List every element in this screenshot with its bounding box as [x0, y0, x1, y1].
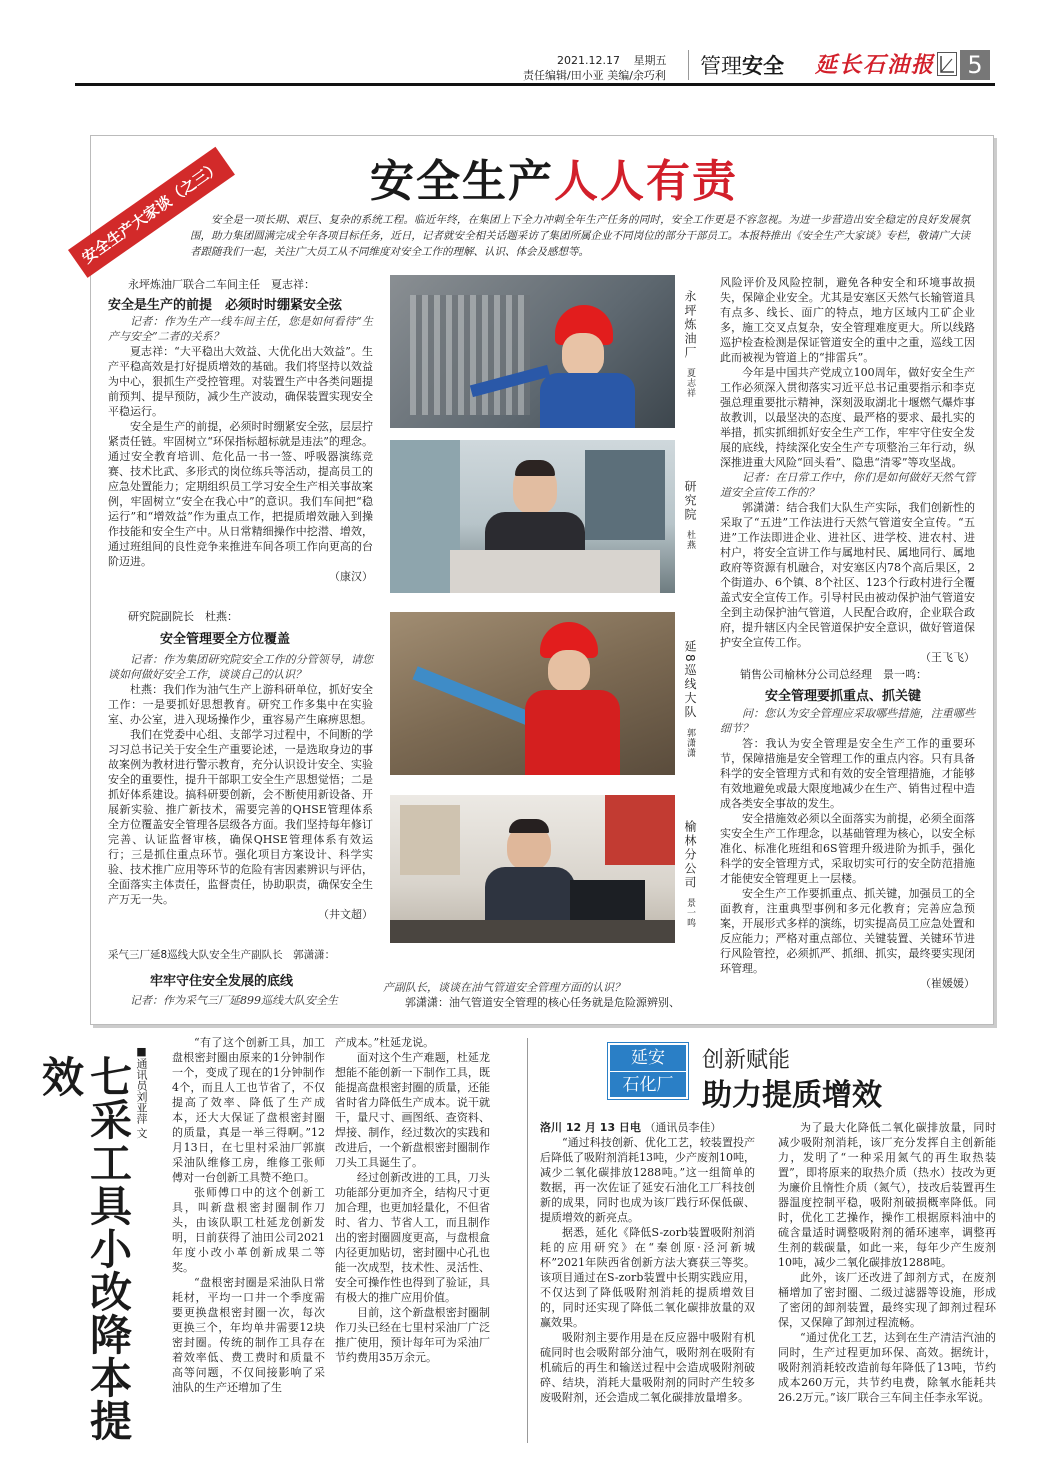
page-corner-mark	[937, 52, 957, 76]
page-number: 5	[960, 50, 990, 80]
issue-date: 2021.12.17	[557, 54, 620, 67]
feature-intro: 安全是一项长期、艰巨、复杂的系统工程。临近年终，在集团上下全力冲刺全年生产任务的同时，安全工作更是不容忽视。为进一步营造出安全稳定的良好发展氛围，助力集团圆满完成全年各项目标任务，近日，记者就安全相关话题采访了集团所属企业不同岗位的部分干部员工。本报特推出《安全生产大家谈》专栏，敬请广大读者跟随我们一起，关注广大员工从不同维度对安全工作的理解、认识、体会及感想等。	[190, 214, 970, 258]
yanan-badge	[608, 1043, 688, 1099]
s1-body: 记者：作为生产一线车间主任，您是如何看待“生产与安全”二者的关系？ 夏志祥：“大平稳出大效益、大优化出大效益”。生产平稳高效是打好提质增效的基础。我们将坚持以效益为中心，狠抓生产受控管理。对装置生产中各类问题提前预判、提早预防，减少生产波动，确保装置实现安全平稳运行。 安全是生产的前提，必须时时绷紧安全弦，层层拧紧责任链。牢固树立“环保指标超标就是违法”的理念。通过安全教育培训、危化品一书一签、呼吸器演练竞赛、技术比武、多形式的岗位练兵等活动，提高员工的应急处置能力；定期组织员工学习安全生产相关事故案例，牢固树立“安全在我心中”的意识。我们车间把“稳运行”和“增效益”作为重点工作，把提质增效融入到操作技能和安全生产中。从日常精细操作中挖潜、增效，通过班组间的良性竞争来推进车间各项工作向更高的台阶迈进。 （康汉）	[108, 315, 373, 583]
article-right-kicker: 创新赋能	[702, 1048, 791, 1073]
s2-byline: 研究院副院长 杜燕：	[128, 610, 238, 623]
header-rule	[75, 83, 995, 86]
s3-byline: 采气三厂延8巡线大队安全生产副队长 郭潇潇：	[108, 949, 336, 961]
article-left-col1: “有了这个创新工具，加工盘根密封圈由原来的1分钟制作一个，变成了现在的1分钟制作4个，而且人工也节省了，不仅提高了效率、降低了生产成本，还大大保证了盘根密封圈的质量，真是一举三得啊。”12月13日，在七里村采油厂郭旗采油队维修工房，维修工张师傅对一台创新工具赞不绝口。 张师傅口中的这个创新工具，叫新盘根密封圈制作刀头，由该队职工杜延龙创新发明，日前获得了油田公司2021年度小改小革创新成果二等奖。 “盘根密封圈是采油队日常耗材，平均一口井一个季度需要更换盘根密封圈一次，每次更换三个，年均单井需要12块密封圈。传统的制作工具存在着效率低、费工费时和质量不高等问题，不仅间接影响了采油队的生产还增加了生	[172, 1036, 325, 1394]
section-label: 管理安全	[700, 54, 784, 78]
s1-headline: 安全是生产的前提 必须时时绷紧安全弦	[108, 298, 343, 313]
badge-bottom: 石化厂	[622, 1075, 674, 1095]
article-right-title: 助力提质增效	[702, 1078, 882, 1113]
ribbon-text: 安全生产大家谈（之三）	[78, 157, 225, 268]
paper-name: 延长石油报	[815, 53, 936, 78]
photo-guo-xiaoxiao	[390, 612, 675, 775]
s3-question-part1: 记者：作为采气三厂延899巡线大队安全生	[130, 994, 338, 1007]
header-editors: 责任编辑/田小亚 美编/余巧利	[523, 69, 666, 82]
dateline: 洛川 12 月 13 日电	[540, 1121, 641, 1134]
header-divider-small	[688, 50, 689, 80]
article-left-byline: ■通讯员刘亚萍 文	[135, 1045, 148, 1139]
s4-headline: 安全管理要抓重点、抓关键	[765, 689, 922, 704]
issue-weekday: 星期五	[633, 54, 667, 67]
article-right-col2: 为了最大化降低二氧化碳排放量，同时减少吸附剂消耗，该厂充分发挥自主创新能力，发明了“一种采用氮气的再生取热装置”，即将原来的取热介质（热水）技改为更为廉价且惰性介质（氮气），技改后装置再生器温度控制平稳，吸附剂破损概率降低。同时，优化工艺操作，操作工根据原料油中的硫含量适时调整吸附剂的循环速率，调整再生剂的载碳量，如此一来，每年少产生废剂10吨，减少二氧化碳排放1288吨。 此外，该厂还改进了卸剂方式，在废剂桶增加了密封圈、二级过滤器等设施，形成了密闭的卸剂装置，最终实现了卸剂过程环保，又保障了卸剂过程流畅。 “通过优化工艺，达到在生产清洁汽油的同时，生产过程更加环保、高效。据统计，吸附剂消耗较改造前每年降低了13吨，节约成本260万元，共节约电费，除氧水能耗共26.2万元。”该厂联合三车间主任李永军说。	[778, 1121, 996, 1404]
s3-continuation: 产副队长，谈谈在油气管道安全管理方面的认识？ 郭潇潇：油气管道安全管理的核心任务就是危险源辨别、	[383, 981, 680, 1009]
header-date	[557, 52, 666, 68]
photo-xia-zhixiang	[390, 275, 675, 428]
caption-du: 研究院杜燕	[683, 480, 697, 550]
bottom-column-rule	[527, 1038, 528, 1443]
photo-du-yan	[390, 440, 675, 593]
s3-headline: 牢牢守住安全发展的底线	[150, 974, 294, 989]
s3-body-right: 风险评价及风险控制，避免各种安全和环境事故损失，保障企业安全。尤其是安塞区天然气长输管道具有点多、线长、面广的特点，地方区域内工矿企业多，施工交叉点复杂，安全管理难度更大。所以线路巡护检查检测是保证管道安全的重中之重，巡线工因此而被视为管道上的“排雷兵”。 今年是中国共产党成立100周年，做好安全生产工作必须深入贯彻落实习近平总书记重要指示和李克强总理重要批示精神，深刻汲取湖北十堰燃气爆炸事故教训，以最坚决的态度、最严格的要求、最扎实的举措，抓实抓细抓好安全生产工作，牢牢守住安全发展的底线，持续深化安全生产专项整治三年行动，纵深推进重大风险“回头看”、隐患“清零”等攻坚战。 记者：在日常工作中，你们是如何做好天然气管道安全宣传工作的？ 郭潇潇：结合我们大队生产实际，我们创新性的采取了“五进”工作法进行天然气管道安全宣传。“五进”工作法即进企业、进社区、进学校、进农村、进村户，将安全宣讲工作与属地村民、属地同行、属地政府等资源有机融合，对安塞区内78个高后果区，2个街道办、6个镇、8个社区、123个行政村进行全覆盖式安全宣传工作。引导村民由被动保护油气管道安全到主动保护油气管道，人民配合政府，企业联合政府，提升辖区内全民管道保护安全意识，做好管道保护安全宣传工作。 （王飞飞）	[720, 276, 975, 664]
article-right-col1: 洛川 12 月 13 日电 （通讯员李佳） “通过科技创新、优化工艺，较装置投产后降低了吸附剂消耗13吨，少产废剂10吨，减少二氧化碳排放1288吨。”这一组简单的数据，再一次佐证了延安石油化工厂科技创新的成果，同时也成为该厂践行环保低碳、提质增效的新亮点。 据悉，延化《降低S-zorb装置吸附剂消耗的应用研究》在“秦创原·泾河新城杯”2021年陕西省创新方法大赛获三等奖。该项目通过在S-zorb装置中长期实践应用，不仅达到了降低吸附剂消耗的提质增效目的，同时还实现了降低二氧化碳排放量的双赢效果。 吸附剂主要作用是在反应器中吸附有机硫同时也会吸附部分油气，吸附剂在吸附有机硫后的再生和输送过程中会造成吸附剂破碎、结块，消耗大量吸附剂的同时产生较多废吸附剂，还会造成二氧化碳排放量增多。	[540, 1121, 755, 1404]
s2-headline: 安全管理要全方位覆盖	[160, 632, 291, 647]
caption-jing: 榆林分公司景一鸣	[683, 820, 697, 928]
corner-mark-icon	[938, 53, 956, 75]
feature-title: 安全生产人人有责	[370, 156, 738, 207]
caption-guo: 延8巡线大队郭潇潇	[683, 640, 697, 758]
badge-top: 延安	[610, 1045, 686, 1072]
article-left-col2: 产成本。”杜延龙说。 面对这个生产难题，杜延龙想能不能创新一下制作工具，既能提高盘根密封圈的质量，还能省时省力降低生产成本。说干就干，量尺寸、画图纸、查资料、焊接、制作，经过数次的实践和改进后，一个新盘根密封圈制作刀头工具诞生了。 经过创新改进的工具，刀头功能部分更加齐全，结构尺寸更加合理，也更加轻量化，不但省时、省力、节省人工，而且制作出的密封圈圆度更高，与盘根盒内径更加贴切，密封圈中心孔也能一次成型，技术性、灵活性、安全可操作性也得到了验证，具有极大的推广应用价值。 目前，这个新盘根密封圈制作刀头已经在七里村采油厂广泛推广使用，预计每年可为采油厂节约费用35万余元。	[335, 1036, 490, 1364]
s2-body: 记者：作为集团研究院安全工作的分管领导，请您谈如何做好安全工作，谈谈自己的认识？ 杜燕：我们作为油气生产上游科研单位，抓好安全工作：一是要抓好思想教育。研究工作多集中在实验室、办公室，进入现场操作少，重容易产生麻痹思想。 我们在党委中心组、支部学习过程中，不间断的学习习总书记关于安全生产重要论述，一是选取身边的事故案例为教材进行警示教育，充分认识设计安全、实验安全的重要性，提升干部职工安全生产思想觉悟；二是抓好体系建设。搞科研要创新，会不断使用新设备、开展新实验、推广新技术，需要完善的QHSE管理体系全方位覆盖安全管理各层级各方面。我们坚持每年修订完善、认证监督审核，确保QHSE管理体系有效运行；三是抓住重点环节。强化项目方案设计、科学实验、技术推广应用等环节的危险有害因素辨识与评估，全面落实主体责任，监督责任，协助职责，确保安全生产万无一失。 （井文超）	[108, 653, 373, 921]
article-left-title: 七采工具小改降本提效	[36, 1055, 133, 1442]
s4-byline: 销售公司榆林分公司总经理 景一鸣：	[740, 668, 927, 681]
s4-body: 问：您认为安全管理应采取哪些措施，注重哪些细节？ 答：我认为安全管理是安全生产工作的重要环节，保障措施是安全管理工作的重点内容。只有具备科学的安全管理方式和有效的安全管理措施，才能够有效地避免或最大限度地减少在生产、销售过程中造成各类安全事故的发生。 安全措施效必须以全面落实为前提，必须全面落实安全生产工作理念，以基础管理为核心，以安全标准化、标准化班组和6S管理升级进阶为抓手，强化科学的安全管理方式，采取切实可行的安全防范措施才能使安全管理更上一层楼。 安全生产工作要抓重点、抓关键，加强员工的全面教育，注重典型事例和多元化教育；完善应急预案，开展形式多样的演练，切实提高员工应急处置和反应能力；严格对重点部位、关键装置、关键环节进行风险管控，必须抓严、抓细、抓实，最终要实现闭环管理。 （崔媛媛）	[720, 707, 975, 990]
reporter: （通讯员李佳）	[644, 1121, 722, 1134]
s1-byline: 永坪炼油厂联合二车间主任 夏志祥：	[128, 278, 315, 291]
photo-jing-yiming	[390, 795, 675, 943]
caption-xia: 永坪炼油厂夏志祥	[683, 290, 697, 398]
